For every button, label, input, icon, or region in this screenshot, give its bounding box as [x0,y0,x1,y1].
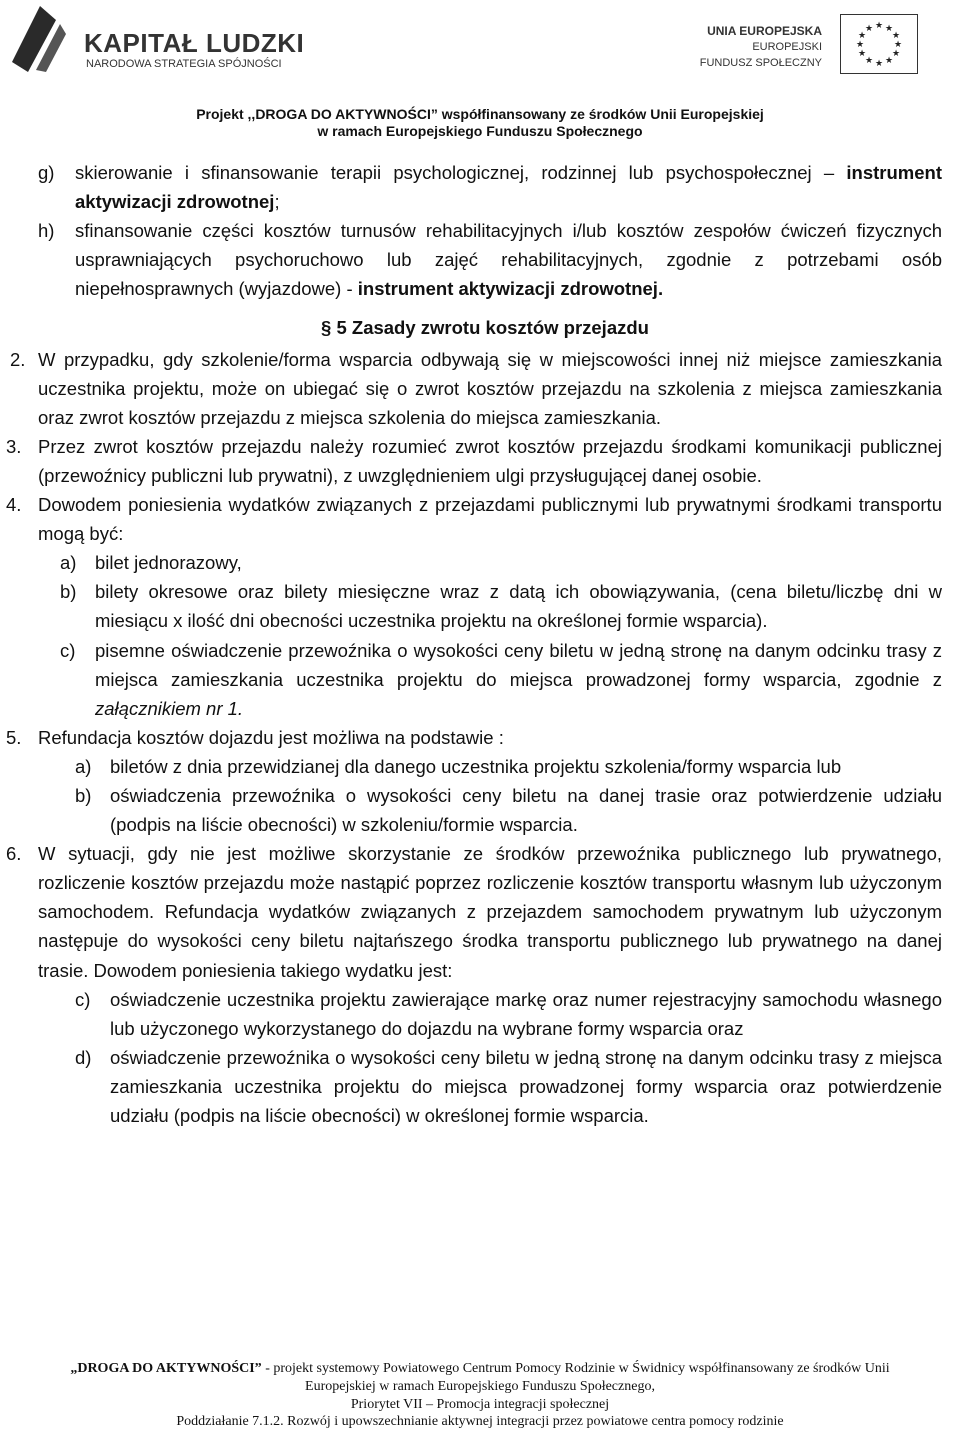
svg-text:★: ★ [884,56,894,66]
paragraph-5-item-a [0,752,960,781]
svg-text:★: ★ [855,40,865,50]
item-marker: c) [60,639,76,661]
eu-logo-line3: FUNDUSZ SPOŁECZNY [699,57,822,69]
eu-logo-line1: UNIA EUROPEJSKA [707,24,822,38]
svg-text:★: ★ [884,24,894,34]
paragraph-number: 5. [6,726,22,748]
svg-text:★: ★ [864,56,874,66]
item-bold-text: instrument aktywizacji zdrowotnej [75,162,942,213]
footer-line2: Europejskiej w ramach Europejskiego Funduszu Społecznego, [305,1378,655,1394]
item-marker: b) [75,784,92,806]
paragraph-4-item-a [0,548,960,577]
item-text: biletów z dnia przewidzianej dla danego uczestnika projektu szkolenia/formy wsparcia lub [110,755,842,777]
item-marker: a) [60,552,77,574]
paragraph-4-item-c [0,636,960,723]
item-tail: ; [274,191,280,213]
kapital-ludzki-emblem-icon [6,2,70,74]
item-text: pisemne oświadczenie przewoźnika o wysokości ceny biletu w jedną stronę na danym odcinku trasy z miejsca zamieszkania uczestnika projektu do miejsca prowadzonej formy wsparcia, zgodnie z [95,639,942,690]
kapital-ludzki-logo [6,2,305,78]
svg-text:★: ★ [874,59,884,69]
svg-text:★: ★ [891,49,901,59]
paragraph-5 [0,723,960,752]
item-marker: a) [75,755,92,777]
paragraph-3 [0,432,960,490]
paragraph-number: 6. [6,843,22,865]
footer-line4: Poddziałanie 7.1.2. Rozwój i upowszechnianie aktywnej integracji przez powiatowe centra pomocy rodzinie [176,1414,784,1430]
paragraph-5-item-b [0,781,960,839]
svg-text:★: ★ [857,49,867,59]
paragraph-number: 3. [6,435,22,457]
paragraph-number: 2. [10,348,26,370]
left-logo-title: KAPITAŁ LUDZKI [84,28,305,58]
svg-text:★: ★ [893,40,903,50]
left-logo-subtitle: NARODOWA STRATEGIA SPÓJNOŚCI [86,58,282,70]
footer-line1-text: - projekt systemowy Powiatowego Centrum Pomocy Rodzinie w Świdnicy współfinansowany ze środków Unii [261,1361,890,1376]
paragraph-text: W przypadku, gdy szkolenie/forma wsparcia odbywają się w miejscowości innej niż miejsce zamieszkania uczestnika projektu, może on ubiegać się o zwrot kosztów przejazdu na szkolenia z miejsca zamieszkania oraz zwrot kosztów przejazdu z miejsca szkolenia do miejsca zamieszkania. [38,348,942,428]
paragraph-text: Przez zwrot kosztów przejazdu należy rozumieć zwrot kosztów przejazdu środkami komunikacji publicznej (przewoźnicy publiczni lub prywatni), z uwzględnieniem ulgi przysługującej danej osobie. [38,435,942,486]
paragraph-number: 4. [6,494,22,516]
paragraph-text: Refundacja kosztów dojazdu jest możliwa na podstawie : [38,726,504,748]
item-marker: b) [60,581,77,603]
section-heading: § 5 Zasady zwrotu kosztów przejazdu [321,317,649,339]
item-marker: g) [38,162,55,183]
item-marker: c) [75,988,91,1010]
paragraph-4-item-b [0,577,960,635]
paragraph-2 [0,345,960,432]
paragraph-text: W sytuacji, gdy nie jest możliwe skorzystanie ze środków przewoźnika publicznego lub prywatnego, rozliczenie kosztów przejazdu może nastąpić poprzez rozliczenie kosztów transportu własnym lub użyczonym samochodem. Refundacja wydatków związanych z przejazdem samochodem prywatnym lub użyczonym następuje do wysokości ceny biletu najtańszego środka transportu publicznego lub prywatnego na danej trasie. Dowodem poniesienia takiego wydatku jest: [38,843,942,981]
footer-project-name: „DROGA DO AKTYWNOŚCI” [70,1361,262,1376]
svg-text:★: ★ [891,31,901,41]
document-body [0,158,960,1130]
item-marker: h) [38,220,55,242]
item-text: bilet jednorazowy, [95,552,242,574]
paragraph-4 [0,490,960,548]
eu-logo [699,14,952,84]
project-header-line1: Projekt ,,DROGA DO AKTYWNOŚCI” współfinansowany ze środków Unii Europejskiej [196,106,764,122]
item-text: oświadczenie uczestnika projektu zawierające markę oraz numer rejestracyjny samochodu własnego lub użyczonego wykorzystanego do dojazdu na wybrane formy wsparcia oraz [110,988,942,1039]
item-text: oświadczenia przewoźnika o wysokości ceny biletu na danej trasie oraz potwierdzenie udziału (podpis na liście obecności) w szkoleniu/formie wsparcia. [110,784,942,836]
item-text: skierowanie i sfinansowanie terapii psychologicznej, rodzinnej lub psychospołecznej – [75,162,847,183]
item-marker: d) [75,1046,92,1068]
item-bold-text: instrument aktywizacji zdrowotnej. [357,278,664,300]
svg-text:★: ★ [857,31,867,41]
item-text: sfinansowanie części kosztów turnusów rehabilitacyjnych i/lub kosztów zespołów ćwiczeń fizycznych usprawniających psychoruchowo lub zajęć rehabilitacyjnych, zgodnie z potrzebami osób niepełnosprawnych (wyjazdowe) - [75,220,942,300]
paragraph-6-item-c [0,985,960,1043]
svg-text:★: ★ [874,21,884,31]
list-item-g [0,158,960,216]
footer-line1 [0,1360,960,1378]
item-italic-text: załącznikiem nr 1. [95,697,244,719]
project-header-line2: w ramach Europejskiego Funduszu Społecznego [317,123,643,139]
svg-text:★: ★ [864,24,874,34]
paragraph-6 [0,839,960,984]
eu-logo-line2: EUROPEJSKI [752,41,822,53]
paragraph-6-item-d [0,1043,960,1130]
paragraph-text: Dowodem poniesienia wydatków związanych z przejazdami publicznymi lub prywatnymi środkami transportu mogą być: [38,494,942,545]
item-text: bilety okresowe oraz bilety miesięczne wraz z datą ich obowiązywania, (cena biletu/liczbę dni w miesiącu x ilość dni obecności uczestnika projektu na określonej formie wsparcia). [95,581,942,632]
list-item-h [0,216,960,303]
eu-flag-icon [840,14,918,74]
page-footer [0,1360,960,1431]
footer-line3: Priorytet VII – Promocja integracji społecznej [350,1396,610,1412]
item-text: oświadczenie przewoźnika o wysokości ceny biletu w jedną stronę na danym odcinku trasy z miejsca zamieszkania uczestnika projektu do miejsca prowadzonej formy wsparcia oraz potwierdzenie udziału (podpis na liście obecności) w określonej formie wsparcia. [110,1046,942,1126]
